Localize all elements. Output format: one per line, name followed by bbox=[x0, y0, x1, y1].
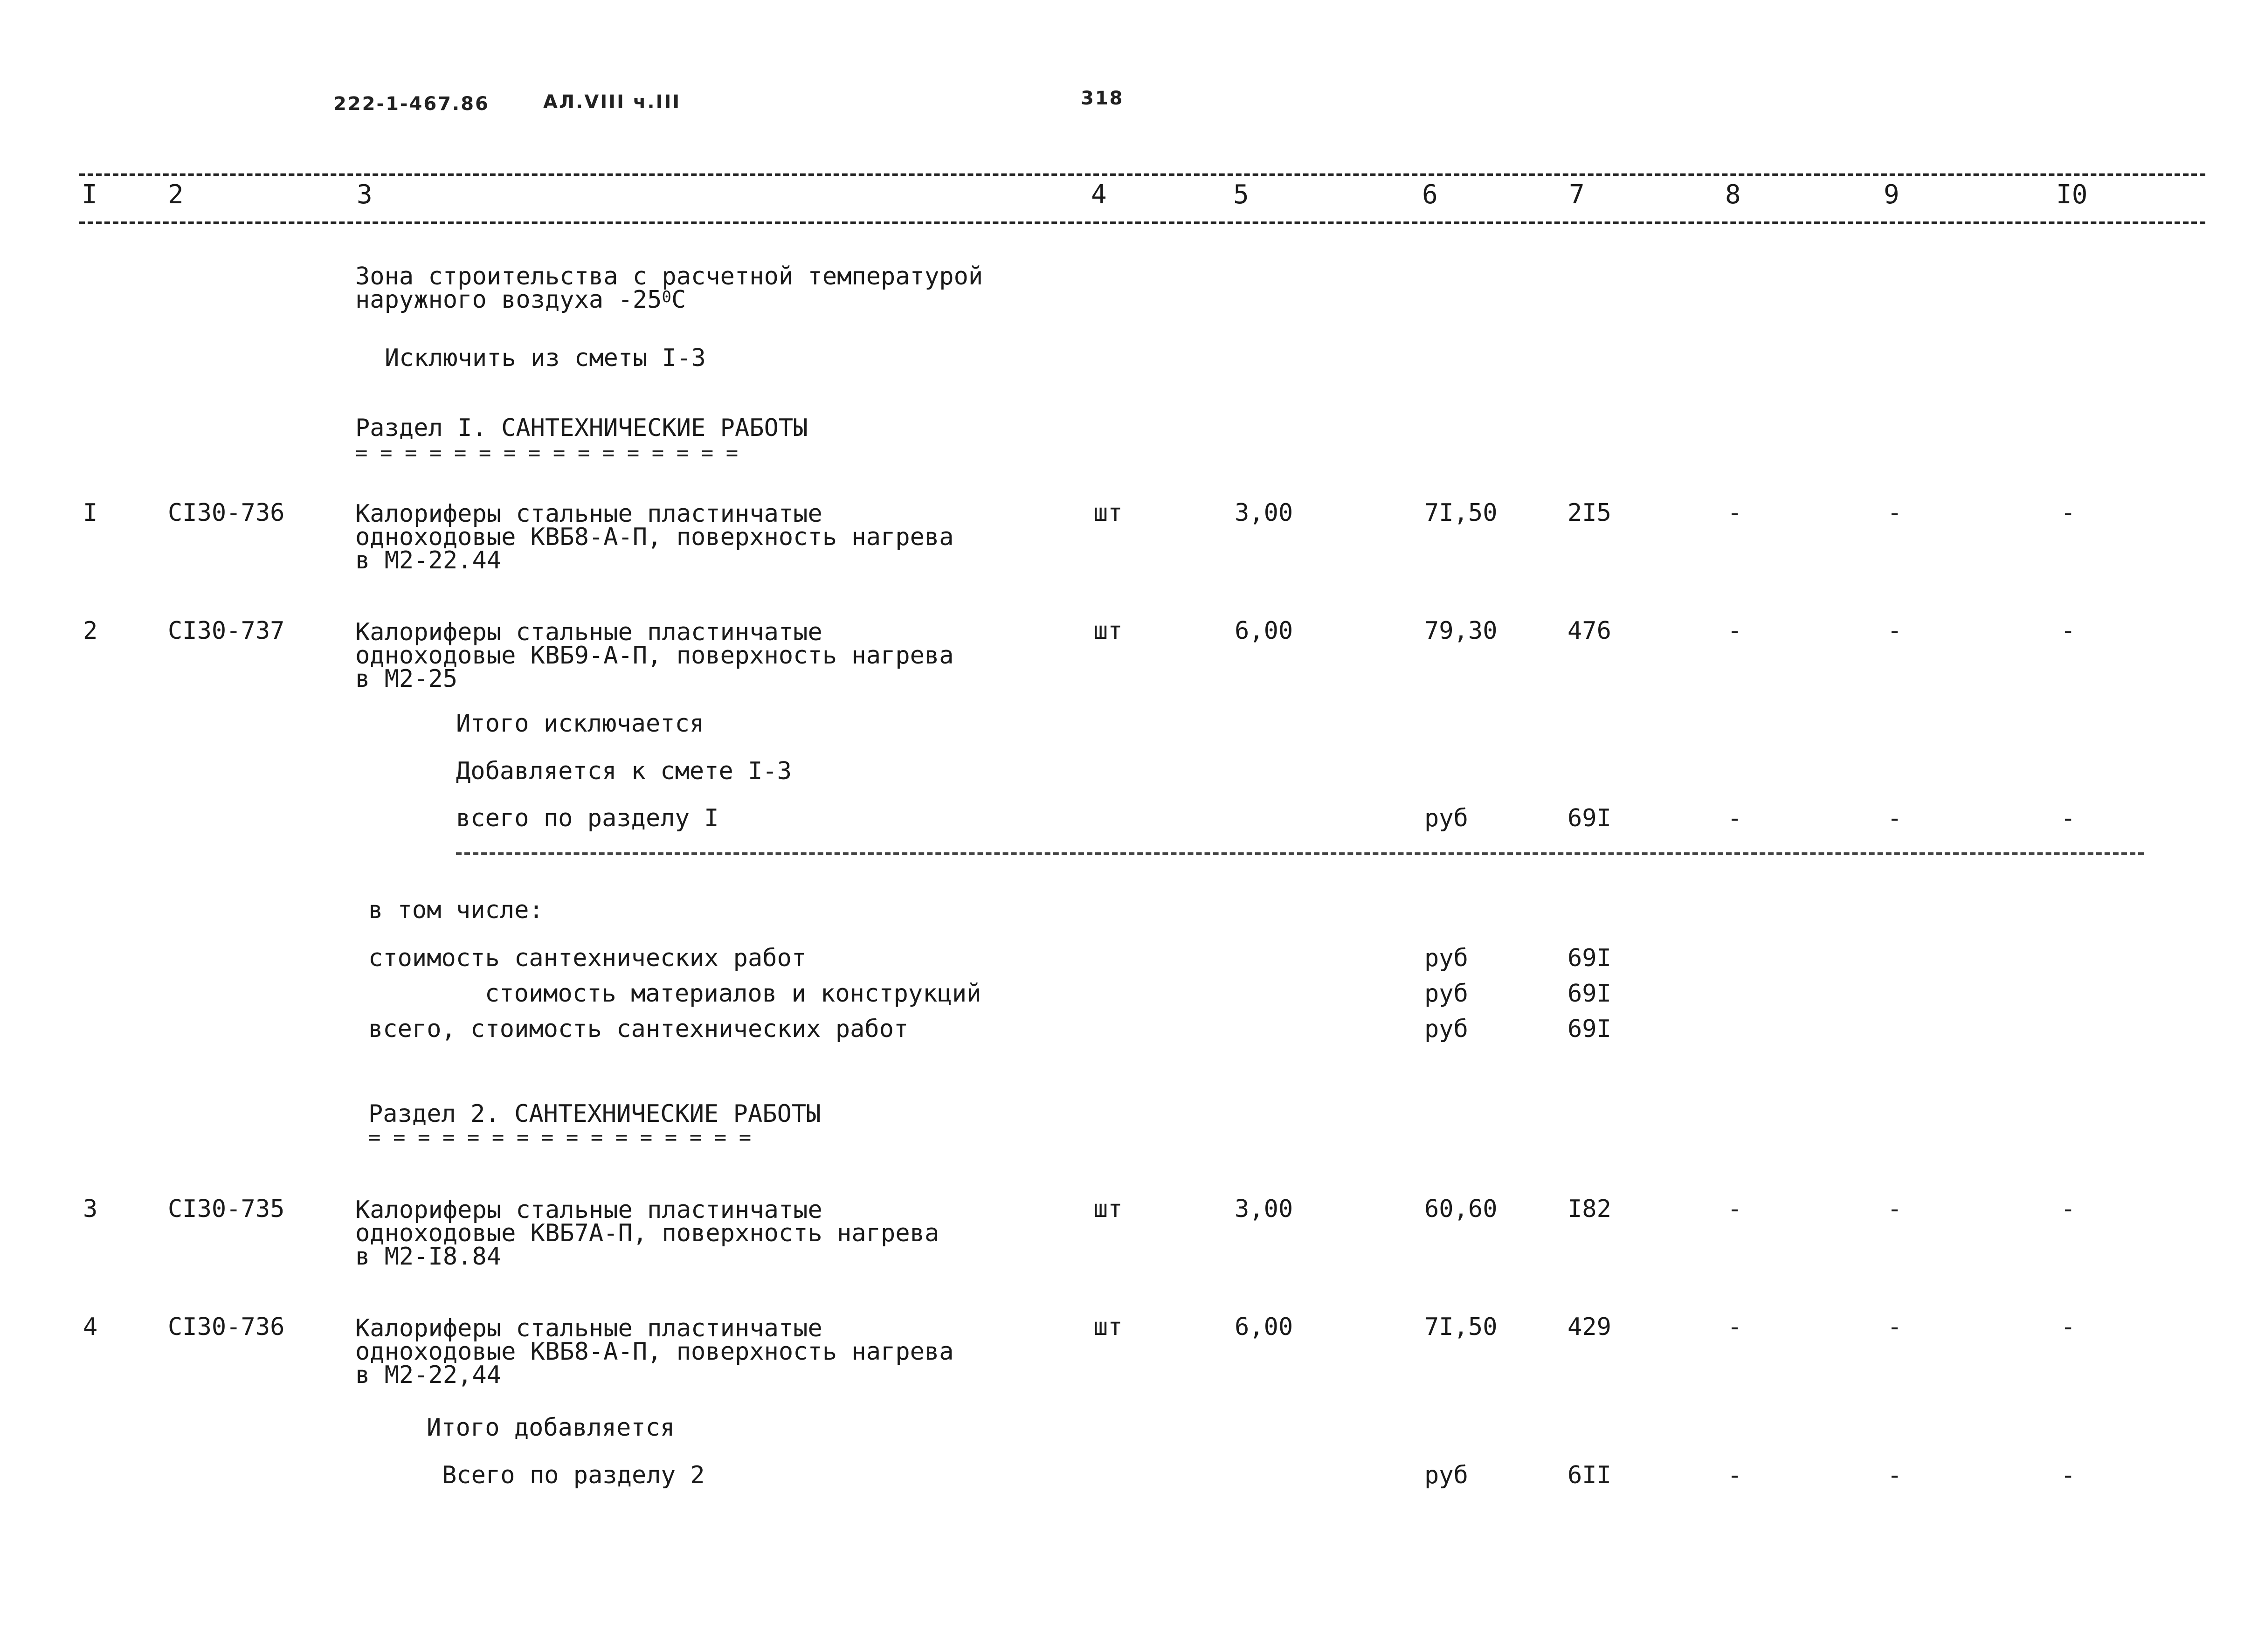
section2-total-col9: - bbox=[1887, 1461, 1902, 1489]
header-bottom-rule bbox=[79, 221, 2205, 224]
row-quantity: 3,00 bbox=[1235, 1195, 1293, 1223]
row-number: I bbox=[83, 499, 98, 527]
including-row-label: всего, стоимость сантехнических работ bbox=[368, 1015, 909, 1043]
row-price: 7I,50 bbox=[1424, 499, 1498, 527]
row-col8: - bbox=[1727, 1313, 1742, 1341]
row-number: 2 bbox=[83, 617, 98, 645]
col-header-9: 9 bbox=[1884, 180, 1899, 210]
row-desc-line2: одноходовые КВБ8-А-П, поверхность нагрева bbox=[355, 1338, 954, 1366]
row-quantity: 3,00 bbox=[1235, 499, 1293, 527]
row-number: 3 bbox=[83, 1195, 98, 1223]
row-desc-line1: Калориферы стальные пластинчатые bbox=[355, 1314, 822, 1342]
section1-total-value: 69I bbox=[1567, 804, 1611, 832]
row-desc-line1: Калориферы стальные пластинчатые bbox=[355, 1196, 822, 1224]
exclude-label: Исключить из сметы I-3 bbox=[385, 344, 706, 372]
row-col9: - bbox=[1887, 499, 1902, 527]
row-col8: - bbox=[1727, 617, 1742, 645]
including-row-value: 69I bbox=[1567, 980, 1611, 1008]
zone-title-line1: Зона строительства с расчетной температурой bbox=[355, 263, 983, 290]
row-desc-line2: одноходовые КВБ9-А-П, поверхность нагрева bbox=[355, 642, 954, 670]
row-col8: - bbox=[1727, 499, 1742, 527]
including-row-unit: руб bbox=[1424, 944, 1468, 972]
page-number: 318 bbox=[1081, 88, 1124, 109]
section2-title: Раздел 2. САНТЕХНИЧЕСКИЕ РАБОТЫ bbox=[368, 1100, 821, 1128]
row-unit: шт bbox=[1093, 499, 1123, 527]
row-unit: шт bbox=[1093, 617, 1123, 645]
including-row-unit: руб bbox=[1424, 1015, 1468, 1043]
row-desc-line3: в М2-22,44 bbox=[355, 1361, 502, 1389]
row-unit: шт bbox=[1093, 1313, 1123, 1341]
row-col9: - bbox=[1887, 617, 1902, 645]
row-col10: - bbox=[2061, 617, 2076, 645]
col-header-8: 8 bbox=[1725, 180, 1741, 210]
including-row-label: стоимость материалов и конструкций bbox=[485, 980, 981, 1008]
section1-title-underline: = = = = = = = = = = = = = = = = bbox=[355, 441, 739, 465]
row-col9: - bbox=[1887, 1195, 1902, 1223]
row-code: CI30-737 bbox=[168, 617, 285, 645]
section1-title: Раздел I. САНТЕХНИЧЕСКИЕ РАБОТЫ bbox=[355, 414, 808, 442]
col-header-2: 2 bbox=[168, 180, 184, 210]
zone-title-line2-text: наружного воздуха -25 bbox=[355, 286, 662, 314]
col-header-5: 5 bbox=[1233, 180, 1249, 210]
row-price: 60,60 bbox=[1424, 1195, 1498, 1223]
row-total: 429 bbox=[1567, 1313, 1611, 1341]
including-label: в том числе: bbox=[368, 896, 544, 924]
row-col10: - bbox=[2061, 499, 2076, 527]
row-price: 7I,50 bbox=[1424, 1313, 1498, 1341]
including-row-value: 69I bbox=[1567, 1015, 1611, 1043]
row-desc-line1: Калориферы стальные пластинчатые bbox=[355, 500, 822, 528]
zone-title-line2 bbox=[355, 287, 686, 312]
row-unit: шт bbox=[1093, 1195, 1123, 1223]
added-to-estimate: Добавляется к смете I-3 bbox=[456, 757, 792, 785]
section2-total-col8: - bbox=[1727, 1461, 1742, 1489]
header-top-rule bbox=[79, 173, 2205, 176]
row-desc-line1: Калориферы стальные пластинчатые bbox=[355, 618, 822, 646]
col-header-4: 4 bbox=[1091, 180, 1107, 210]
section1-total-col10: - bbox=[2061, 804, 2076, 832]
section1-total-col9: - bbox=[1887, 804, 1902, 832]
including-row-value: 69I bbox=[1567, 944, 1611, 972]
section1-total-label: всего по разделу I bbox=[456, 804, 719, 832]
degree-superscript: 0 bbox=[662, 288, 671, 306]
col-header-6: 6 bbox=[1422, 180, 1438, 210]
row-code: CI30-736 bbox=[168, 1313, 285, 1341]
row-desc-line3: в М2-25 bbox=[355, 665, 458, 693]
row-col10: - bbox=[2061, 1195, 2076, 1223]
col-header-10: I0 bbox=[2056, 180, 2088, 210]
section1-total-col8: - bbox=[1727, 804, 1742, 832]
row-total: I82 bbox=[1567, 1195, 1611, 1223]
row-desc-line2: одноходовые КВБ7А-П, поверхность нагрева bbox=[355, 1219, 939, 1247]
row-desc-line2: одноходовые КВБ8-А-П, поверхность нагрева bbox=[355, 523, 954, 551]
row-price: 79,30 bbox=[1424, 617, 1498, 645]
section2-total-col10: - bbox=[2061, 1461, 2076, 1489]
section2-total-label: Всего по разделу 2 bbox=[442, 1461, 705, 1489]
section1-total-rule bbox=[456, 852, 2144, 855]
section2-title-underline: = = = = = = = = = = = = = = = = bbox=[368, 1126, 752, 1149]
itogo-excluded: Итого исключается bbox=[456, 710, 704, 738]
section2-total-value: 6II bbox=[1567, 1461, 1611, 1489]
section2-total-unit: руб bbox=[1424, 1461, 1468, 1489]
row-col8: - bbox=[1727, 1195, 1742, 1223]
row-total: 2I5 bbox=[1567, 499, 1611, 527]
row-code: CI30-735 bbox=[168, 1195, 285, 1223]
row-total: 476 bbox=[1567, 617, 1611, 645]
including-row-label: стоимость сантехнических работ bbox=[368, 944, 807, 972]
col-header-3: 3 bbox=[357, 180, 373, 210]
doc-code: 222-1-467.86 bbox=[333, 93, 490, 115]
row-col9: - bbox=[1887, 1313, 1902, 1341]
including-row-unit: руб bbox=[1424, 980, 1468, 1008]
zone-title-unit: С bbox=[671, 286, 686, 314]
itogo-added: Итого добавляется bbox=[427, 1414, 675, 1442]
row-desc-line3: в М2-22.44 bbox=[355, 546, 502, 574]
row-desc-line3: в М2-I8.84 bbox=[355, 1243, 502, 1271]
row-number: 4 bbox=[83, 1313, 98, 1341]
row-quantity: 6,00 bbox=[1235, 1313, 1293, 1341]
col-header-7: 7 bbox=[1569, 180, 1585, 210]
album-label: АЛ.VIII ч.III bbox=[543, 91, 681, 113]
row-col10: - bbox=[2061, 1313, 2076, 1341]
row-code: CI30-736 bbox=[168, 499, 285, 527]
row-quantity: 6,00 bbox=[1235, 617, 1293, 645]
section1-total-unit: руб bbox=[1424, 804, 1468, 832]
col-header-1: I bbox=[82, 180, 97, 210]
